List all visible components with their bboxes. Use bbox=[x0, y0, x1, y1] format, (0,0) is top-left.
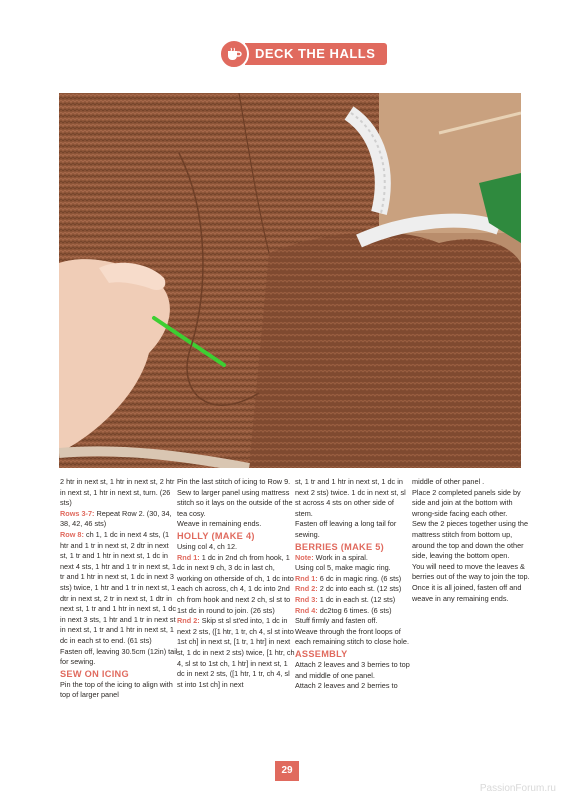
body-text: 2 htr in next st, 1 htr in next st, 2 htr in next st, 1 htr in next st, turn. (26 sts) bbox=[60, 477, 175, 508]
row-text: Work in a spiral. bbox=[313, 552, 368, 562]
body-text: Sew the 2 pieces together using the mattress stitch from bottom up, around the top and down the other side, leaving the bottom open. bbox=[412, 519, 529, 561]
row-label: Rnd 4: bbox=[295, 605, 318, 615]
text-column-3 bbox=[295, 477, 413, 692]
section-heading: HOLLY (MAKE 4) bbox=[177, 530, 255, 541]
row-label: Rnd 1: bbox=[295, 573, 318, 583]
pattern-row bbox=[295, 584, 413, 595]
row-label: Rnd 2: bbox=[177, 616, 200, 626]
text-column-2 bbox=[177, 477, 295, 690]
section-heading: ASSEMBLY bbox=[295, 648, 348, 659]
pattern-row bbox=[177, 553, 295, 617]
teacup-icon bbox=[219, 39, 249, 69]
row-text: ch 1, 1 dc in next 4 sts, (1 htr and 1 tr in next st, 2 dtr in next st, 1 tr and 1 htr in next st, 1 dc in next 4 sts, 1 htr and 1 tr in next st, 1 tr and 1 htr in next st, 1 dc in next 3 sts) twice, 1 htr and 1 tr in next st, 1 dtr in next st, 2 tr in next st, 1 dtr in next st, 1 tr and 1 htr in next st, 1 dc in next 3 sts, 1 htr and 1 tr in next st in next st, 1 tr and 1 htr in next st, 1 dc in each st to end. (61 sts) bbox=[60, 529, 176, 645]
pattern-row bbox=[295, 574, 413, 585]
row-label: Rows 3-7: bbox=[60, 508, 95, 518]
row-text: 1 dc in 2nd ch from hook, 1 dc in next 9 ch, 3 dc in last ch, working on otherside of ch, 1 dc into each ch across, ch 4, 1 dc into 2nd ch from hook and next 2 ch, sl st to 1st dc in round to join. (26 sts) bbox=[177, 552, 294, 615]
pattern-row bbox=[295, 595, 413, 606]
body-text: middle of other panel . bbox=[412, 477, 485, 486]
row-label: Row 8: bbox=[60, 529, 84, 539]
body-text: Weave through the front loops of each remaining stitch to close hole. bbox=[295, 626, 409, 647]
body-text: Attach 2 leaves and 2 berries to bbox=[295, 681, 398, 691]
pattern-row bbox=[295, 553, 413, 564]
section-header bbox=[219, 41, 387, 67]
row-text: 1 dc in each st. (12 sts) bbox=[317, 594, 396, 604]
crochet-photo bbox=[59, 93, 521, 468]
row-text: 6 dc in magic ring. (6 sts) bbox=[317, 573, 402, 583]
row-text: Skip st sl st'ed into, 1 dc in next 2 sts, ([1 htr, 1 tr, ch 4, sl st into 1st ch] in next st, [1 tr, 1 htr] in next st, 1 dc in next 2 sts) twice, [1 htr, ch 4, sl st to 1st ch, 1 htr] in next st, 1 dc in next 2 sts, ([1 htr, 1 tr, ch 4, sl st into 1st ch] in next bbox=[177, 616, 295, 689]
row-label: Rnd 2: bbox=[295, 584, 318, 594]
body-text: Pin the top of the icing to align with top of larger panel bbox=[60, 679, 173, 700]
row-label: Rnd 3: bbox=[295, 594, 318, 604]
body-text: You will need to move the leaves & berries out of the way to join the top. bbox=[412, 561, 530, 582]
body-text: Using col 4, ch 12. bbox=[177, 541, 238, 551]
body-text: Fasten off, leaving 30.5cm (12in) tail for sewing. bbox=[60, 646, 178, 667]
body-text: Pin the last stitch of icing to Row 9. bbox=[177, 477, 291, 486]
body-text: Stuff firmly and fasten off. bbox=[295, 616, 378, 626]
text-column-4 bbox=[412, 477, 530, 604]
row-text: 2 dc into each st. (12 sts) bbox=[317, 584, 402, 594]
body-text: Attach 2 leaves and 3 berries to top and middle of one panel. bbox=[295, 659, 410, 680]
row-text: Repeat Row 2. (30, 34, 38, 42, 46 sts) bbox=[60, 508, 172, 529]
row-label: Note: bbox=[295, 552, 314, 562]
body-text: Sew to larger panel using mattress stitch so it lays on the outside of the tea cosy. bbox=[177, 487, 293, 518]
section-title: DECK THE HALLS bbox=[245, 43, 387, 65]
pattern-row bbox=[60, 509, 178, 530]
page-number: 29 bbox=[275, 761, 299, 781]
pattern-row bbox=[60, 530, 178, 647]
row-text: dc2tog 6 times. (6 sts) bbox=[317, 605, 392, 615]
body-text: Once it is all joined, fasten off and weave in any remaining ends. bbox=[412, 582, 522, 603]
pattern-row bbox=[295, 606, 413, 617]
pattern-row bbox=[177, 616, 295, 690]
row-label: Rnd 1: bbox=[177, 552, 200, 562]
body-text: Weave in remaining ends. bbox=[177, 519, 262, 529]
section-heading: SEW ON ICING bbox=[60, 668, 129, 679]
body-text: Place 2 completed panels side by side and join at the bottom with wrong-side facing each other. bbox=[412, 487, 521, 518]
body-text: Using col 5, make magic ring. bbox=[295, 563, 391, 573]
text-column-1 bbox=[60, 477, 178, 701]
watermark: PassionForum.ru bbox=[479, 783, 556, 794]
body-text: st, 1 tr and 1 htr in next st, 1 dc in next 2 sts) twice. 1 dc in next st, sl st across 4 sts on other side of stem. bbox=[295, 477, 406, 518]
section-heading: BERRIES (MAKE 5) bbox=[295, 541, 385, 552]
body-text: Fasten off leaving a long tail for sewing. bbox=[295, 519, 397, 539]
